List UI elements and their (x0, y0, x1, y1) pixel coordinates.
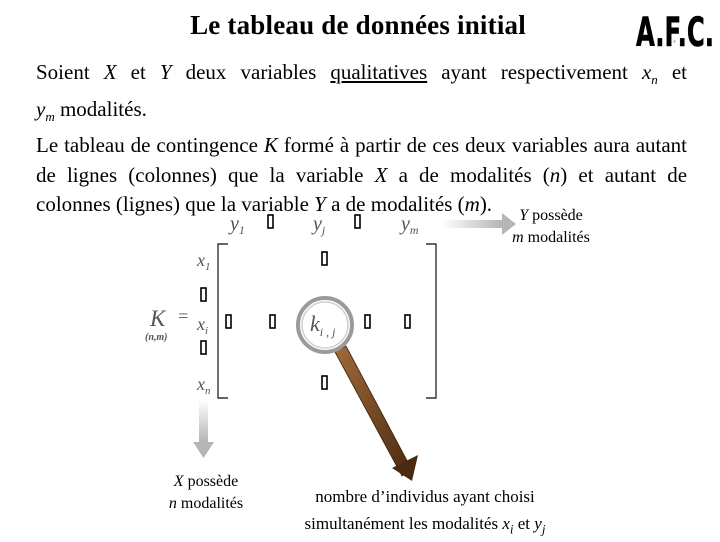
row-label-n: $x_n$ (197, 374, 211, 397)
underlined-term: qualitatives (330, 60, 428, 84)
col-label-m: $y_m$ (401, 213, 419, 237)
matrix-cell-placeholder (226, 315, 231, 328)
svg-text:·: · (672, 32, 678, 51)
row-label-1: $x_1$ (197, 250, 211, 273)
matrix-cell-placeholder (365, 315, 370, 328)
matrix-k-label: K (150, 306, 166, 331)
paragraph-line-2: $y_m$ modalités. (36, 96, 147, 124)
row-label-i: $x_i$ (197, 314, 209, 337)
matrix-right-bracket (426, 244, 436, 398)
col-label-j: $y_j$ (313, 213, 326, 237)
paragraph-line-1: Soient X et Y deux variables qualitatives ayant respectivement $x_n$ et (36, 60, 688, 88)
matrix-cell-placeholder (322, 252, 327, 265)
matrix-cell-placeholder (270, 315, 275, 328)
placeholder-glyph (201, 288, 206, 301)
matrix-cell-placeholder (405, 315, 410, 328)
kij-annotation: nombre d’individus ayant choisi simultanément les modalités $x_i$ et $y_j$ (304, 487, 546, 537)
x-arrow (193, 400, 214, 458)
logo-text: A.F.C. (636, 10, 714, 56)
placeholder-glyph (201, 341, 206, 354)
matrix-cell-kij: $k_{i , j}$ (310, 311, 336, 339)
matrix-equals: = (177, 306, 190, 326)
matrix-cell-placeholder (322, 376, 327, 389)
slide-title: Le tableau de données initial (190, 10, 526, 40)
matrix-k-subscript: (n,m) (145, 332, 168, 343)
magnifier-handle (335, 346, 412, 476)
col-label-1: $y_1$ (230, 213, 245, 237)
y-annotation: Y possède m modalités (512, 207, 590, 246)
paragraph-block-2: Le tableau de contingence K formé à partir de ces deux variables aura autant de lignes (colonnes) que la variable X a de modalités (n) et autant de colonnes (lignes) que la variable Y a de modalités (m). (36, 133, 688, 217)
x-annotation: X possède n modalités (168, 473, 244, 512)
placeholder-glyph (268, 215, 273, 228)
placeholder-glyph (355, 215, 360, 228)
